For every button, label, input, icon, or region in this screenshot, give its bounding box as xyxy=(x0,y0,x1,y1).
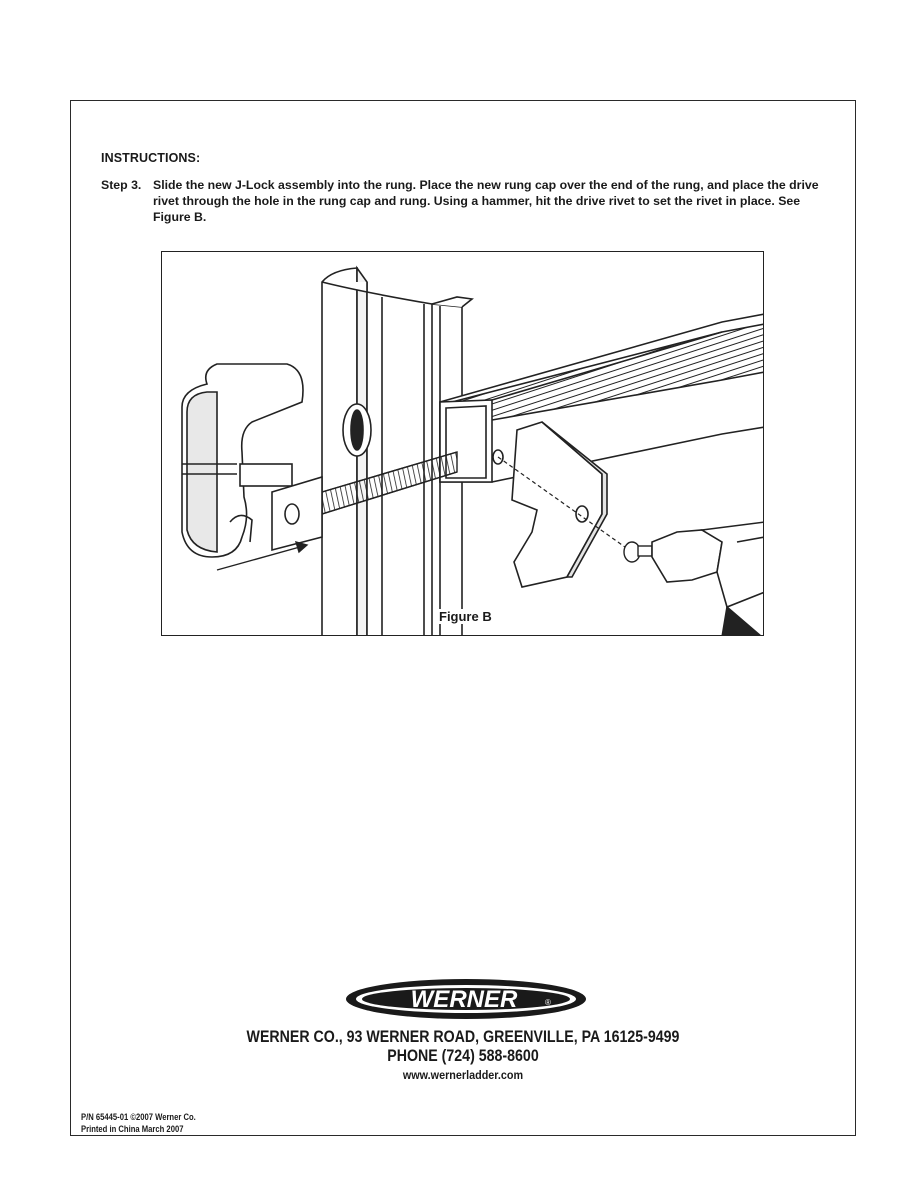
instructions-heading: INSTRUCTIONS: xyxy=(101,151,201,165)
logo-wordmark: WERNER xyxy=(410,986,518,1013)
part-number: P/N 65445-01 ©2007 Werner Co. xyxy=(81,1112,196,1122)
hammer xyxy=(652,522,764,636)
werner-logo xyxy=(343,977,589,1021)
company-website: www.wernerladder.com xyxy=(402,1068,524,1082)
step-text: Slide the new J-Lock assembly into the rung. Place the new rung cap over the end of the rung, and place the drive rivet through the hole in the rung cap and rung. Using a hammer, hit the drive rivet to set the rivet in place. See Figure B. xyxy=(153,178,819,224)
ladder-rung xyxy=(440,314,764,482)
company-address: WERNER CO., 93 WERNER ROAD, GREENVILLE, PA 16125-9499 xyxy=(246,1028,680,1046)
assembly-illustration xyxy=(162,252,764,636)
j-lock xyxy=(182,364,322,557)
step-label: Step 3. xyxy=(101,178,142,192)
drive-rivet xyxy=(624,542,652,562)
registered-mark: ® xyxy=(545,998,551,1007)
printed-info: Printed in China March 2007 xyxy=(81,1124,184,1134)
figure-caption: Figure B xyxy=(439,609,492,624)
company-phone: PHONE (724) 588-8600 xyxy=(387,1047,539,1065)
figure-b xyxy=(161,251,764,636)
footer-info xyxy=(81,1111,196,1135)
